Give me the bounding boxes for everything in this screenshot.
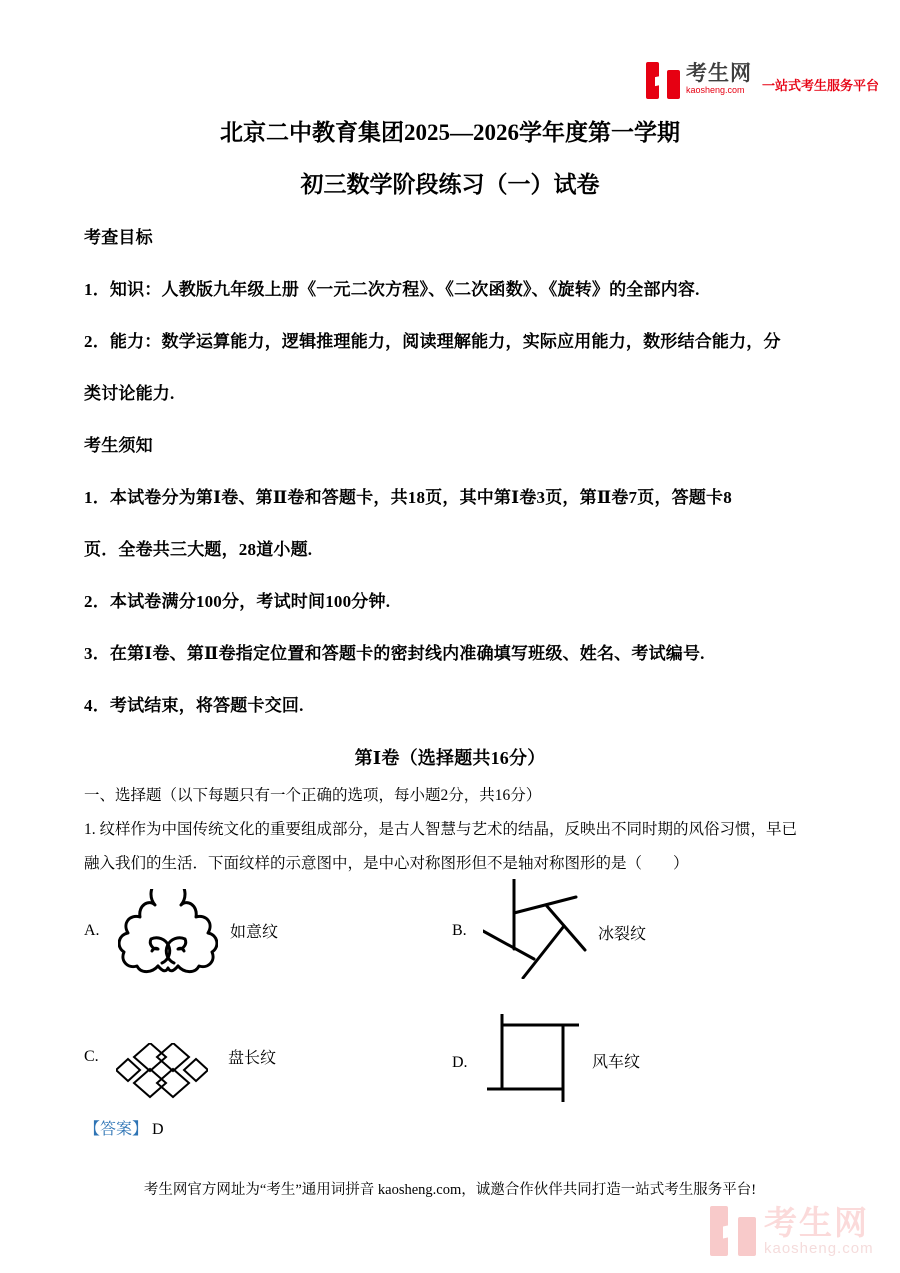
- exam-info-block: [84, 212, 816, 784]
- option-d-label: D.: [452, 1054, 468, 1071]
- answer-value: D: [152, 1121, 164, 1138]
- section-title: 第Ⅰ卷（选择题共16分）: [354, 748, 546, 768]
- kaosheng-logo: [646, 62, 879, 99]
- question1-text-line1: 1. 纹样作为中国传统文化的重要组成部分，是古人智慧与艺术的结晶，反映出不同时期的风俗习惯，早已: [84, 821, 798, 838]
- ice-crack-pattern-figure: [483, 879, 588, 979]
- exam-title-line1: 北京二中教育集团2025—2026学年度第一学期: [220, 120, 680, 145]
- option-d-caption: 风车纹: [592, 1054, 641, 1071]
- notice-line: 4．考试结束，将答题卡交回.: [84, 696, 304, 715]
- footer-text: 考生网官方网址为“考生”通用词拼音 kaosheng.com，诚邀合作伙伴共同打造一站式考生服务平台!: [143, 1182, 757, 1198]
- watermark-site-name: 考生网: [764, 1204, 869, 1241]
- answer-line: [84, 1118, 164, 1142]
- logo-site-domain: kaosheng.com: [686, 85, 745, 95]
- exam-title-line2: 初三数学阶段练习（一）试卷: [300, 172, 600, 197]
- option-c-label: C.: [84, 1048, 99, 1065]
- option-b-label: B.: [452, 922, 467, 939]
- notice-line: 2．本试卷满分100分，考试时间100分钟.: [84, 592, 391, 611]
- choice-section-instruction: 一、选择题（以下每题只有一个正确的选项，每小题2分，共16分）: [84, 787, 542, 804]
- notice-line: 1．本试卷分为第Ⅰ卷、第Ⅱ卷和答题卡，共18页，其中第Ⅰ卷3页，第Ⅱ卷7页，答题卡8: [84, 488, 732, 507]
- question1-text-line2: 融入我们的生活．下面纹样的示意图中，是中心对称图形但不是轴对称图形的是（ ）: [84, 855, 689, 872]
- option-a-label: A.: [84, 922, 100, 939]
- options-row-cd: [84, 1009, 816, 1121]
- notice-line: 3．在第Ⅰ卷、第Ⅱ卷指定位置和答题卡的密封线内准确填写班级、姓名、考试编号.: [84, 644, 705, 663]
- kaosheng-h-logo-icon: [646, 62, 680, 99]
- goals-line: 2．能力：数学运算能力，逻辑推理能力，阅读理解能力，实际应用能力，数形结合能力，分: [84, 332, 781, 351]
- endless-knot-pattern-figure: [116, 1043, 208, 1099]
- notice-heading: 考生须知: [84, 436, 153, 455]
- option-a-caption: 如意纹: [230, 924, 279, 941]
- pinwheel-pattern-figure: [487, 1014, 579, 1102]
- watermark-site-domain: kaosheng.com: [764, 1240, 874, 1257]
- goals-heading: 考查目标: [84, 228, 153, 247]
- ruyi-cloud-pattern-figure: [118, 889, 218, 975]
- option-c-caption: 盘长纹: [228, 1050, 277, 1067]
- notice-line: 页．全卷共三大题，28道小题.: [84, 540, 313, 559]
- goals-line: 类讨论能力.: [84, 384, 175, 403]
- goals-line: 1．知识：人教版九年级上册《一元二次方程》、《二次函数》、《旋转》的全部内容.: [84, 280, 700, 299]
- logo-site-name: 考生网: [686, 62, 752, 85]
- options-row-ab: [84, 879, 816, 1009]
- logo-tagline: 一站式考生服务平台: [762, 78, 880, 93]
- kaosheng-h-watermark-icon: [710, 1206, 756, 1256]
- question-block: [84, 779, 816, 881]
- kaosheng-watermark: [710, 1206, 874, 1257]
- answer-prefix: 【答案】: [84, 1121, 149, 1138]
- option-b-caption: 冰裂纹: [598, 926, 647, 943]
